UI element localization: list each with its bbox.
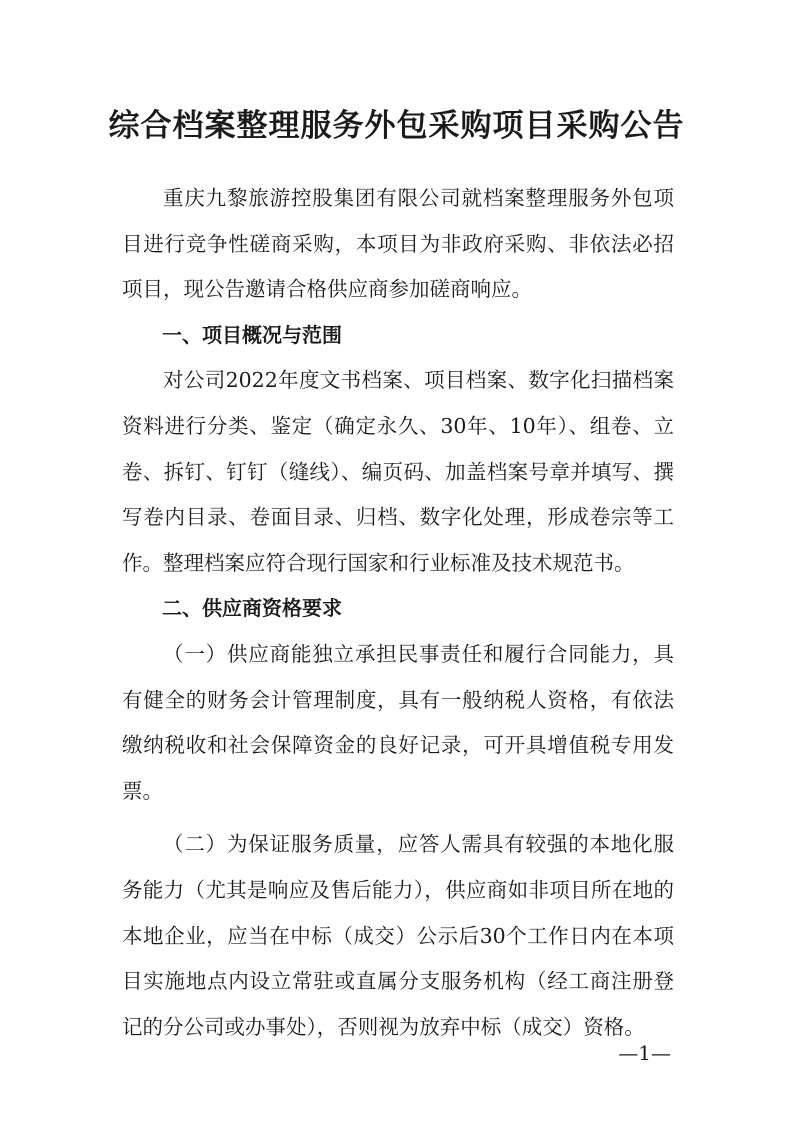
document-body	[122, 176, 674, 1050]
project-scope-paragraph: 对公司2022年度文书档案、项目档案、数字化扫描档案资料进行分类、鉴定（确定永久、30年、10年）、组卷、立卷、拆钉、钉钉（缝线）、编页码、加盖档案号章并填写、撰写卷内目录、卷面目录、归档、数字化处理，形成卷宗等工作。整理档案应符合现行国家和行业标准及技术规范书。	[122, 368, 674, 575]
qualification-item-1: （一）供应商能独立承担民事责任和履行合同能力，具有健全的财务会计管理制度，具有一般纳税人资格，有依法缴纳税收和社会保障资金的良好记录，可开具增值税专用发票。	[122, 641, 674, 803]
section-heading-project-overview: 一、项目概况与范围	[162, 322, 342, 347]
section-heading-supplier-qualifications: 二、供应商资格要求	[162, 596, 342, 621]
document-title: 综合档案整理服务外包采购项目采购公告	[108, 108, 685, 144]
intro-paragraph: 重庆九黎旅游控股集团有限公司就档案整理服务外包项目进行竞争性磋商采购，本项目为非政府采购、非依法必招项目，现公告邀请合格供应商参加磋商响应。	[122, 186, 674, 302]
page-number: —1—	[618, 1041, 671, 1065]
qualification-item-2: （二）为保证服务质量，应答人需具有较强的本地化服务能力（尤其是响应及售后能力），供应商如非项目所在地的本地企业，应当在中标（成交）公示后30个工作日内在本项目实施地点内设立常驻或直属分支服务机构（经工商注册登记的分公司或办事处），否则视为放弃中标（成交）资格。	[122, 832, 674, 1039]
